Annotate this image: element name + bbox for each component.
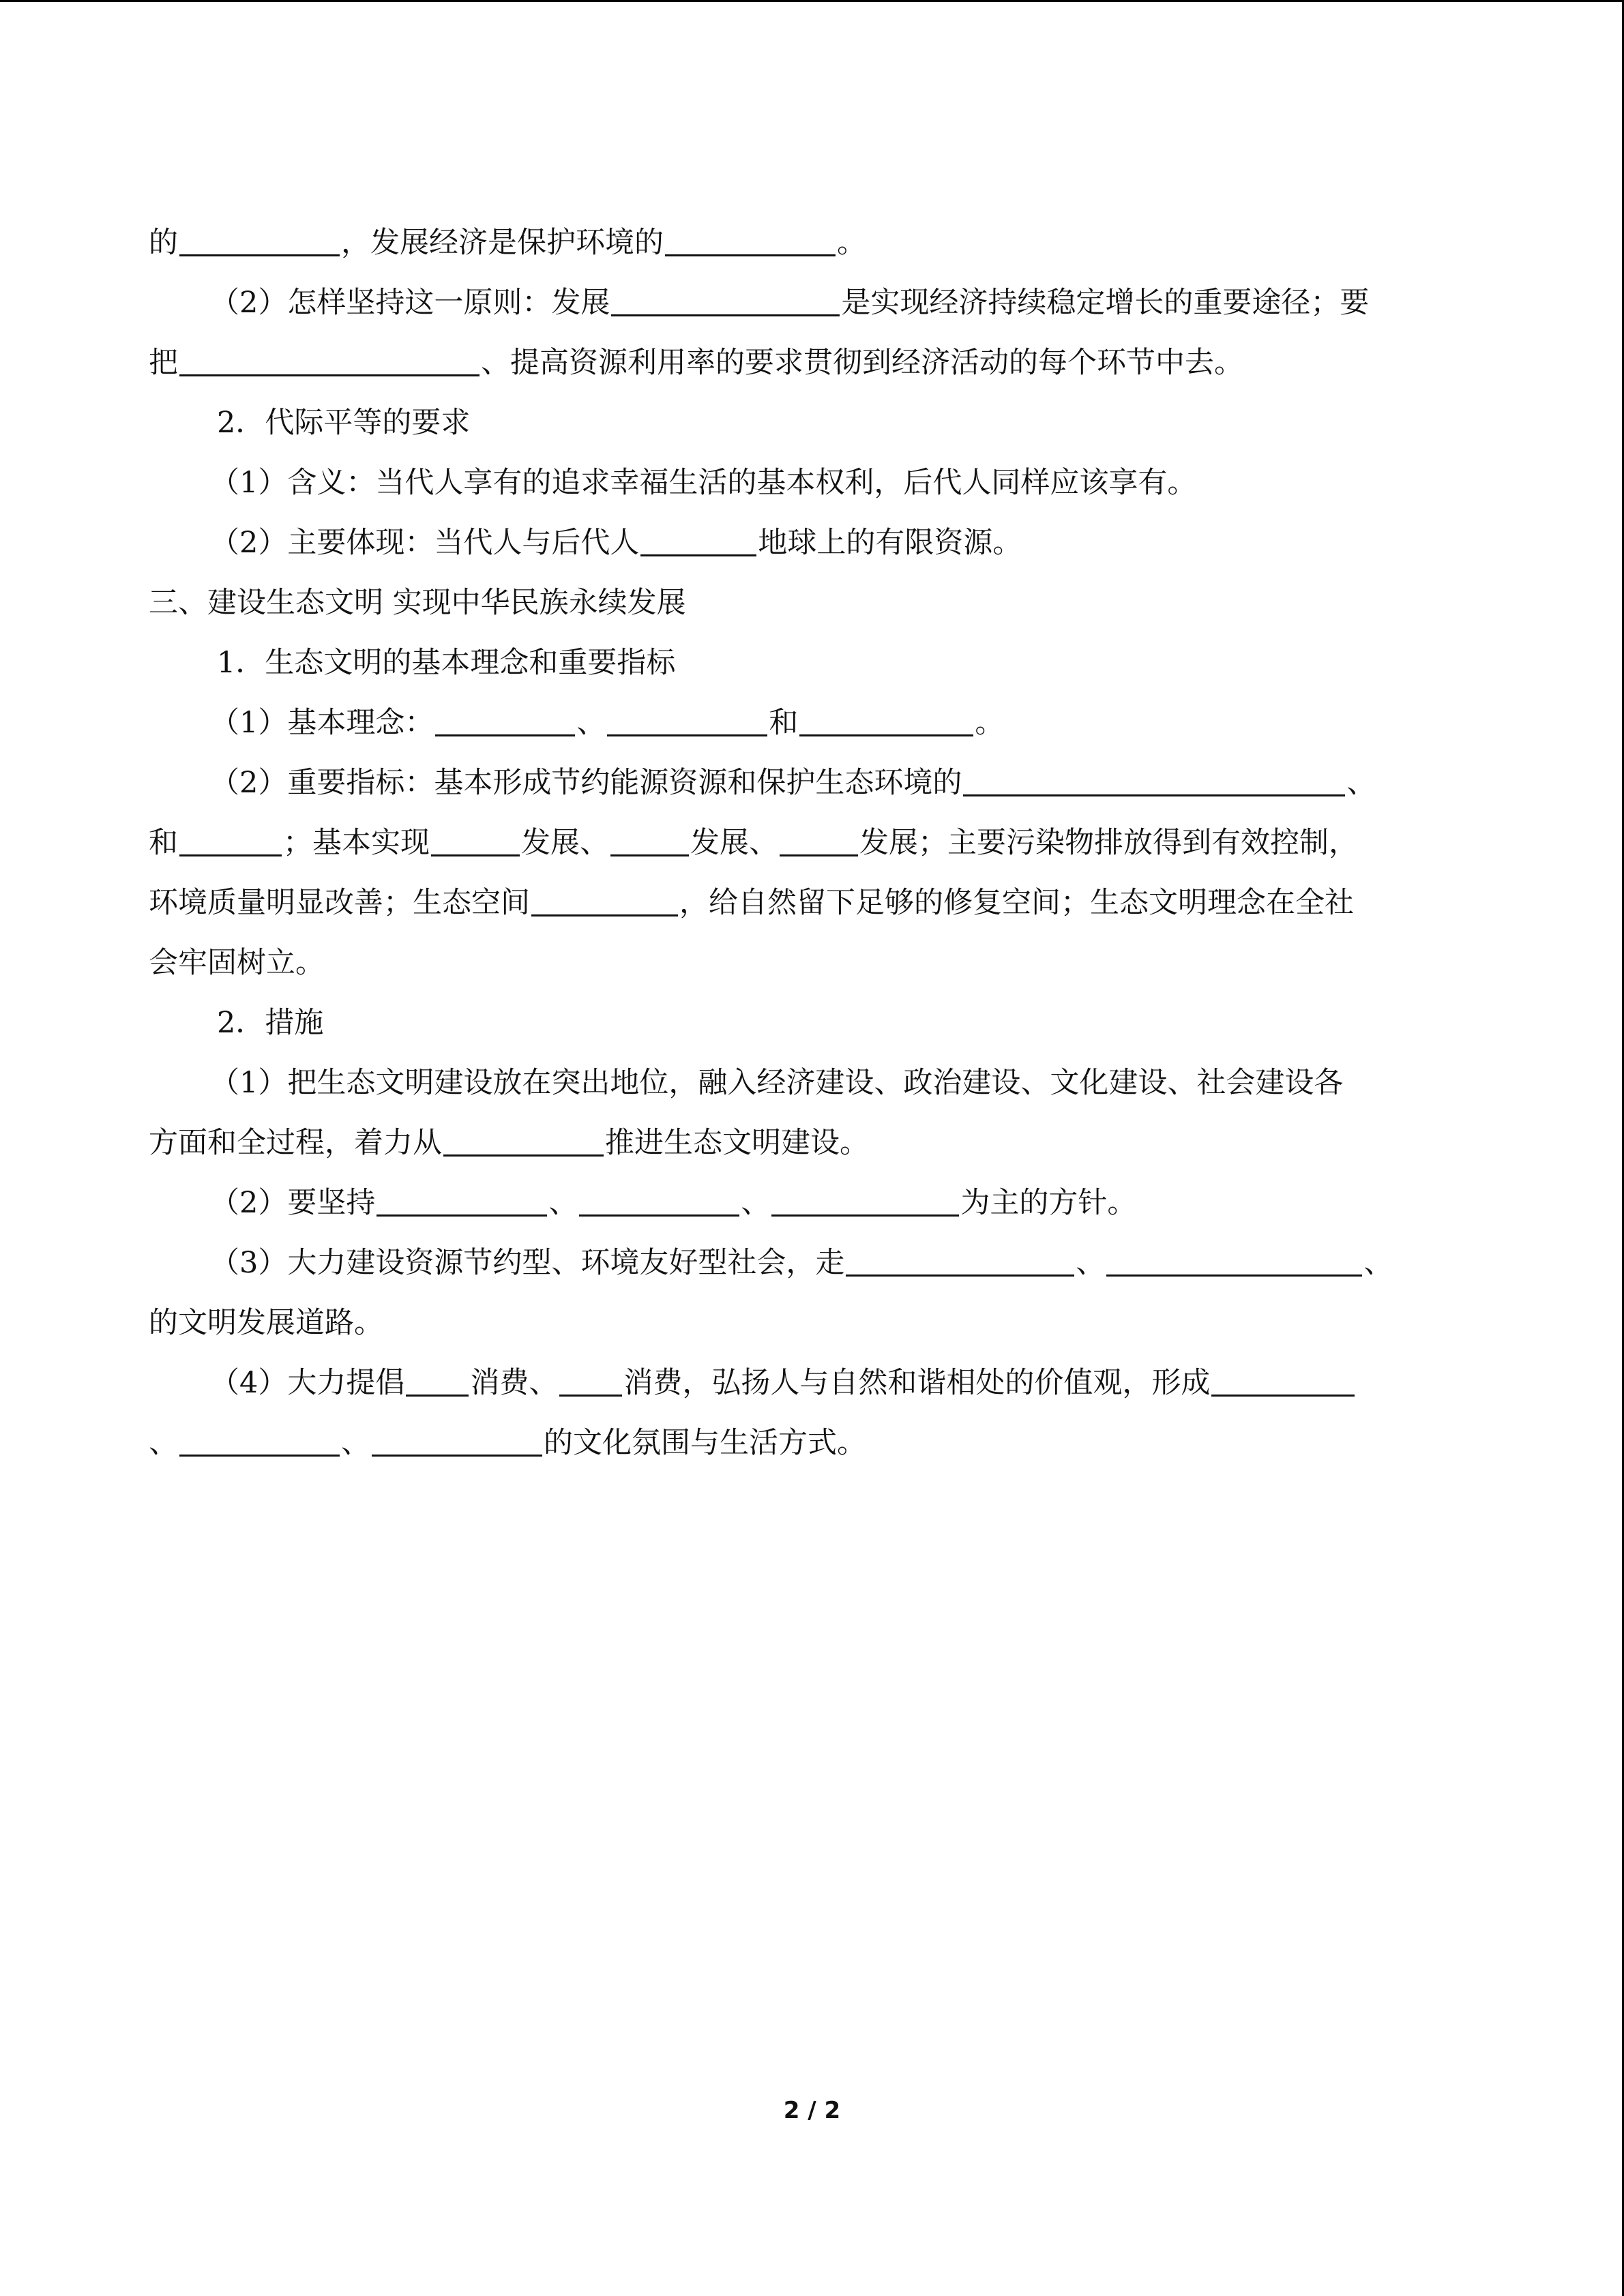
fill-blank[interactable] <box>377 1187 547 1217</box>
fill-blank[interactable] <box>799 707 973 736</box>
fill-blank[interactable] <box>559 1367 622 1397</box>
line-11: 和 ；基本实现 发展、 发展、 发展；主要污染物排放得到有效控制， <box>149 826 1358 860</box>
fill-blank[interactable] <box>531 887 678 916</box>
line-1: 的 ，发展经济是保护环境的 。 <box>149 226 866 260</box>
section-heading: 1．生态文明的基本理念和重要指标 <box>217 646 676 680</box>
section-heading: 2．措施 <box>217 1006 324 1040</box>
fill-blank[interactable] <box>435 707 575 736</box>
section-heading: 2．代际平等的要求 <box>217 406 471 440</box>
line-12: 环境质量明显改善；生态空间 ，给自然留下足够的修复空间；生态文明理念在全社 <box>149 886 1354 920</box>
line-18: （3）大力建设资源节约型、环境友好型社会，走 、 、 <box>210 1246 1393 1280</box>
line-16: 方面和全过程，着力从 推进生态文明建设。 <box>149 1126 869 1160</box>
line-2: （2）怎样坚持这一原则：发展 是实现经济持续稳定增长的重要途径；要 <box>210 286 1370 320</box>
fill-blank[interactable] <box>1106 1247 1362 1277</box>
page-number: 2 / 2 <box>783 2097 841 2124</box>
fill-blank[interactable] <box>179 827 282 856</box>
fill-blank[interactable] <box>431 827 520 856</box>
line-21: 、 、 的文化氛围与生活方式。 <box>149 1426 866 1460</box>
fill-blank[interactable] <box>846 1247 1074 1277</box>
line-5: （1）含义：当代人享有的追求幸福生活的基本权利，后代人同样应该享有。 <box>210 466 1197 500</box>
fill-blank[interactable] <box>610 827 689 856</box>
chapter-heading: 三、建设生态文明 实现中华民族永续发展 <box>149 586 686 620</box>
line-19: 的文明发展道路。 <box>149 1306 383 1340</box>
fill-blank[interactable] <box>665 227 836 256</box>
line-15: （1）把生态文明建设放在突出地位，融入经济建设、政治建设、文化建设、社会建设各 <box>210 1066 1344 1100</box>
fill-blank[interactable] <box>179 347 479 376</box>
fill-blank[interactable] <box>780 827 858 856</box>
fill-blank[interactable] <box>372 1427 542 1457</box>
line-17: （2）要坚持 、 、 为主的方针。 <box>210 1186 1137 1220</box>
line-3: 把 、提高资源利用率的要求贯彻到经济活动的每个环节中去。 <box>149 346 1243 380</box>
fill-blank[interactable] <box>443 1127 604 1157</box>
fill-blank[interactable] <box>579 1187 739 1217</box>
fill-blank[interactable] <box>607 707 767 736</box>
line-9: （1）基本理念： 、 和 。 <box>210 706 1005 740</box>
fill-blank[interactable] <box>1211 1367 1355 1397</box>
fill-blank[interactable] <box>179 1427 340 1457</box>
line-10: （2）重要指标：基本形成节约能源资源和保护生态环境的 、 <box>210 766 1376 800</box>
fill-blank[interactable] <box>179 227 340 256</box>
fill-blank[interactable] <box>611 287 840 316</box>
fill-blank[interactable] <box>771 1187 959 1217</box>
top-border <box>0 0 1624 2</box>
line-13: 会牢固树立。 <box>149 946 325 980</box>
worksheet-body <box>149 213 1479 1473</box>
fill-blank[interactable] <box>963 767 1345 796</box>
fill-blank[interactable] <box>406 1367 469 1397</box>
fill-blank[interactable] <box>640 527 756 556</box>
line-20: （4）大力提倡 消费、 消费，弘扬人与自然和谐相处的价值观，形成 <box>149 1353 1479 1413</box>
line-6: （2）主要体现：当代人与后代人 地球上的有限资源。 <box>210 526 1022 560</box>
